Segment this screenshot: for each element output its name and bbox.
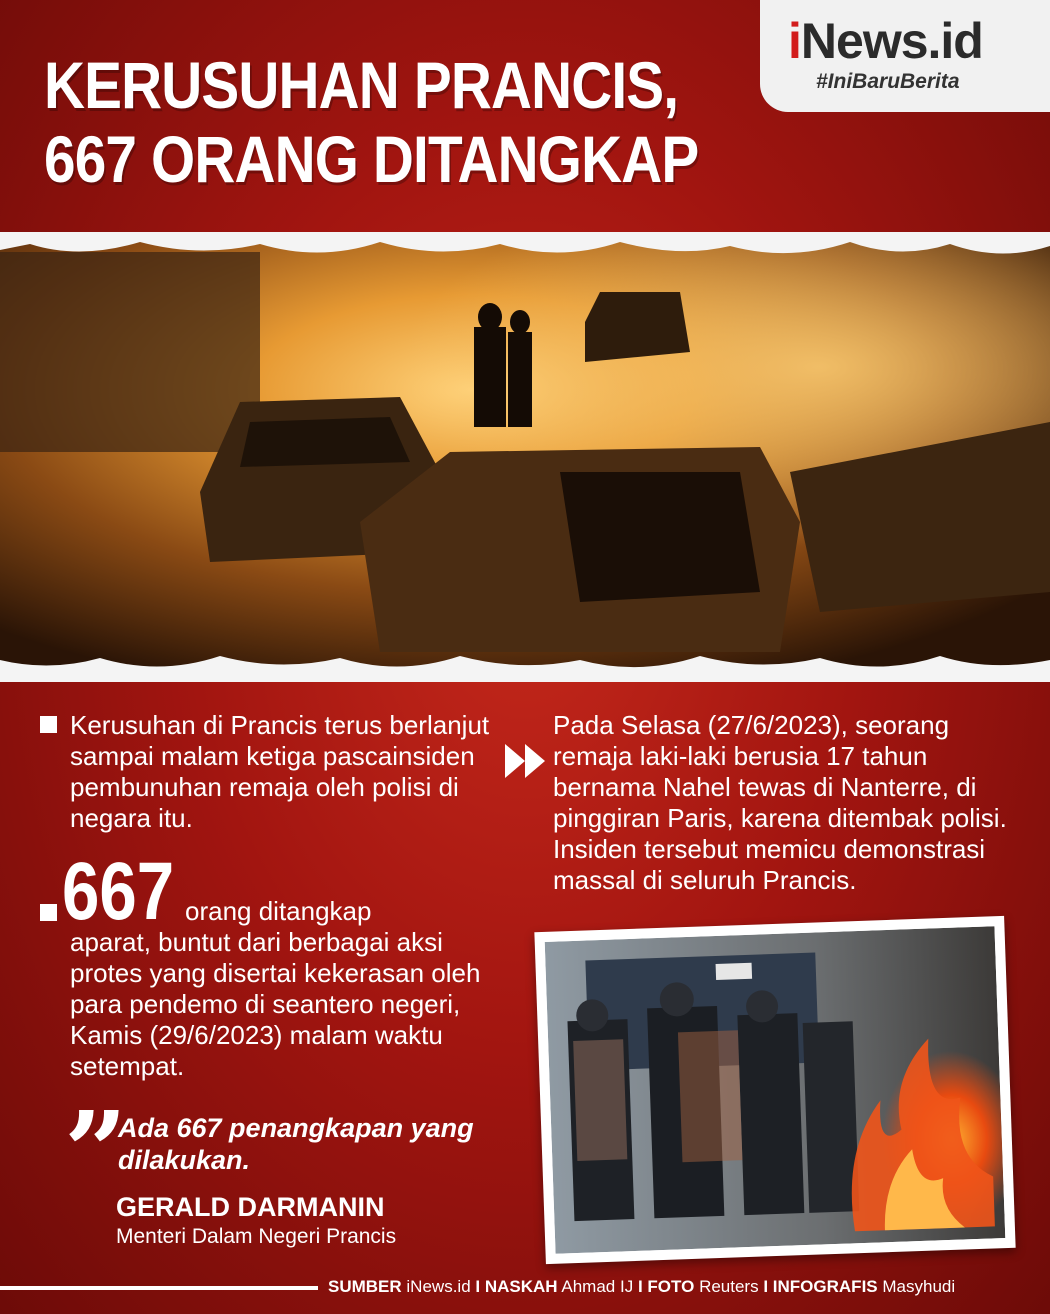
paragraph-background: Pada Selasa (27/6/2023), seorang remaja laki-laki berusia 17 tahun bernama Nahel tewas di Nanterre, di pinggiran Paris, karena ditembak polisi. Insiden tersebut memicu demonstrasi massal di seluruh Prancis. bbox=[553, 710, 1007, 895]
arrest-label: orang ditangkap bbox=[185, 896, 372, 926]
police-photo bbox=[534, 916, 1015, 1264]
quote-author-role: Menteri Dalam Negeri Prancis bbox=[116, 1225, 397, 1248]
bullet-square bbox=[40, 904, 57, 921]
arrest-count: 667 bbox=[62, 846, 175, 937]
logo-wordmark: iNews.id bbox=[788, 13, 983, 69]
riot-photo bbox=[0, 232, 1050, 682]
brand-logo bbox=[760, 0, 1050, 112]
logo-tagline: #IniBaruBerita bbox=[816, 70, 960, 93]
title-line-1: KERUSUHAN PRANCIS, bbox=[44, 48, 679, 122]
title-line-2: 667 ORANG DITANGKAP bbox=[44, 122, 699, 196]
page-title bbox=[44, 48, 699, 196]
double-arrow-icon bbox=[505, 744, 547, 783]
paragraph-arrests: aparat, buntut dari berbagai aksi protes yang disertai kekerasan oleh para pendemo di seantero negeri, Kamis (29/6/2023) malam waktu setempat. bbox=[70, 927, 481, 1081]
quote-author: GERALD DARMANIN bbox=[116, 1192, 385, 1222]
paragraph-riot-continues: Kerusuhan di Prancis terus berlanjut sampai malam ketiga pascainsiden pembunuhan remaja oleh polisi di negara itu. bbox=[70, 710, 490, 833]
footer-credits: SUMBER iNews.id I NASKAH Ahmad IJ I FOTO Reuters I INFOGRAFIS Masyhudi bbox=[328, 1277, 956, 1296]
quote-mark-icon: ” bbox=[64, 1087, 128, 1216]
bullet-square bbox=[40, 716, 57, 733]
footer-divider bbox=[0, 1286, 318, 1290]
quote-text: Ada 667 penangkapan yang dilakukan. bbox=[118, 1113, 474, 1175]
